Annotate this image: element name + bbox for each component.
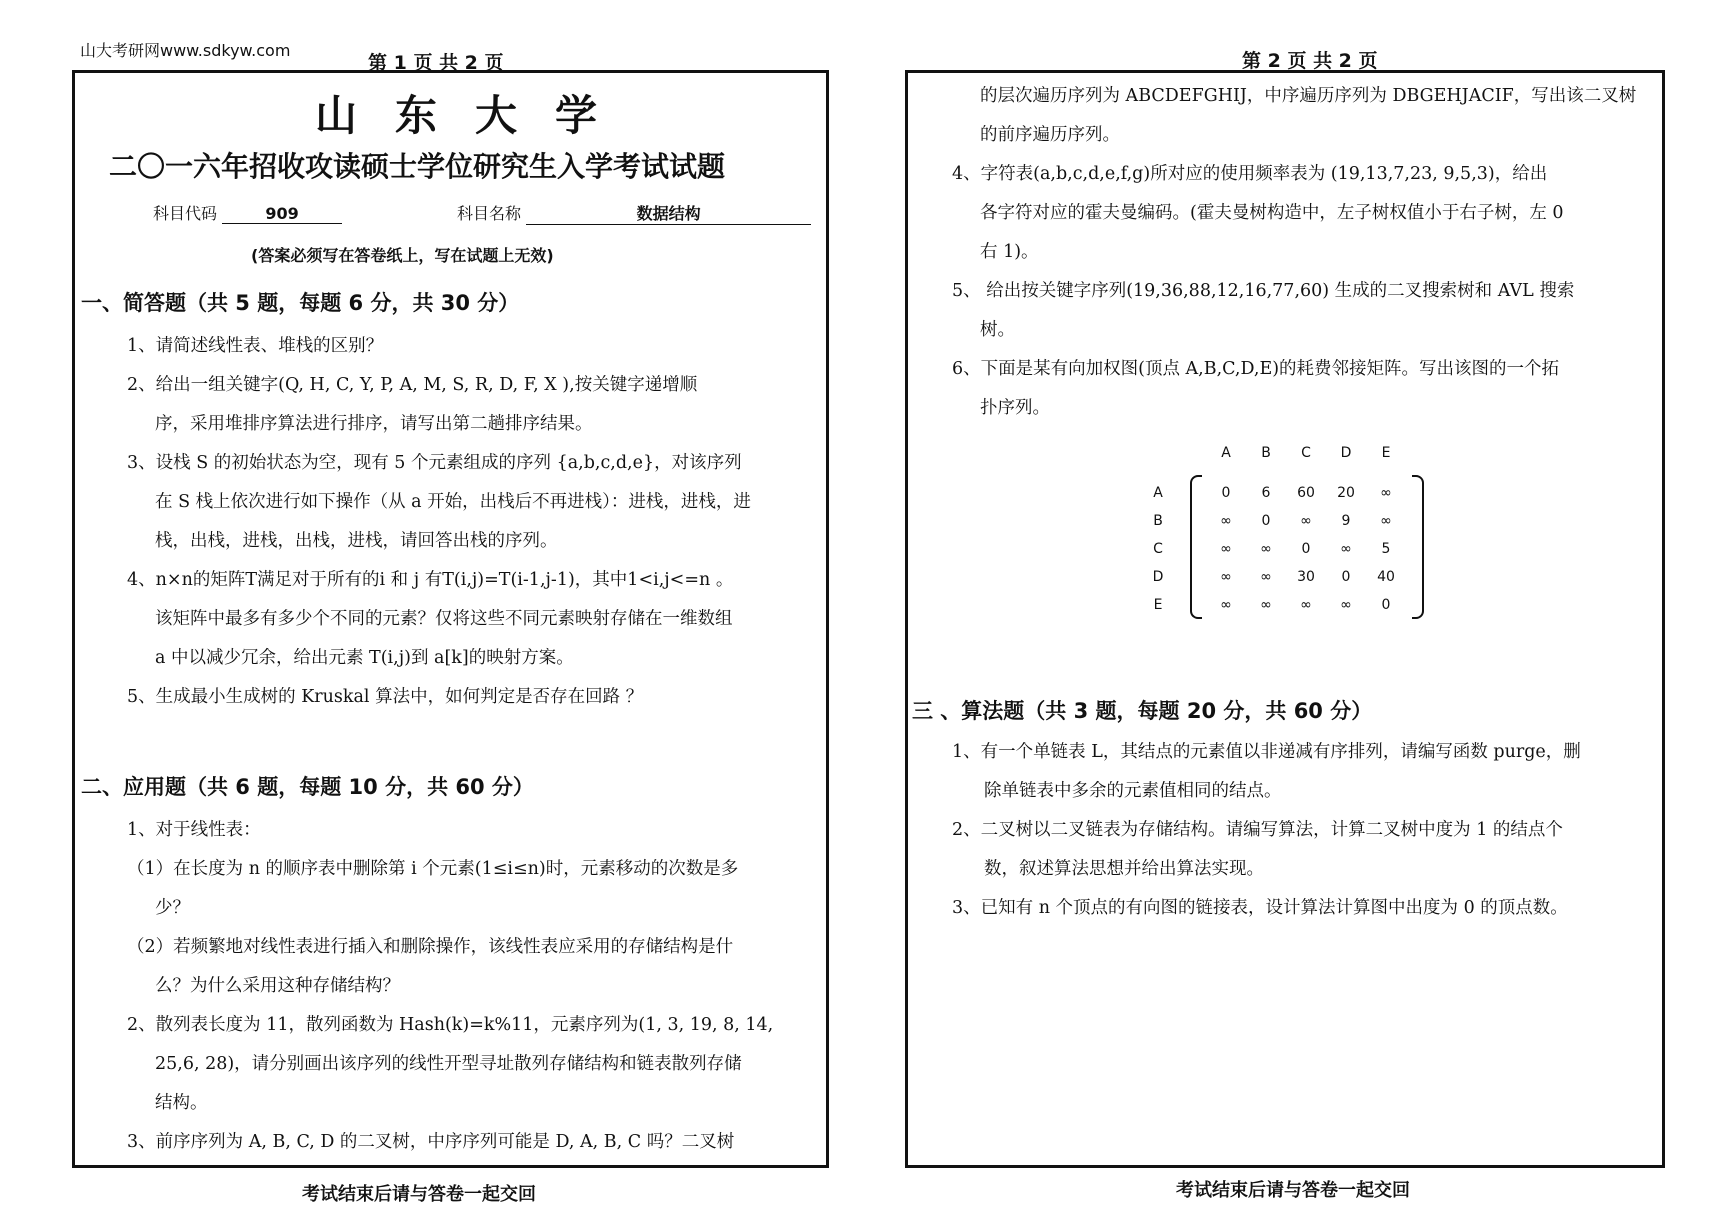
matrix-cell: ∞ xyxy=(1300,597,1312,613)
list-item: a 中以减少冗余，给出元素 T(i,j)到 a[k]的映射方案。 xyxy=(155,648,574,668)
list-item: 的前序遍历序列。 xyxy=(980,125,1120,145)
matrix-cell: 30 xyxy=(1297,569,1315,585)
matrix-col-label: C xyxy=(1301,445,1311,461)
list-item: 1、请简述线性表、堆栈的区别？ xyxy=(127,336,384,356)
matrix-cell: ∞ xyxy=(1220,541,1232,557)
list-item: 5、生成最小生成树的 Kruskal 算法中，如何判定是否存在回路 ？ xyxy=(127,687,644,707)
matrix-cell: ∞ xyxy=(1220,597,1232,613)
section1-title: 一、简答题（共 5 题，每题 6 分，共 30 分） xyxy=(81,291,520,315)
matrix-cell: 6 xyxy=(1261,485,1271,501)
list-item: 6、下面是某有向加权图(顶点 A,B,C,D,E)的耗费邻接矩阵。写出该图的一个拓 xyxy=(952,359,1560,379)
matrix-cell: 0 xyxy=(1221,485,1231,501)
matrix-cell: ∞ xyxy=(1220,513,1232,529)
list-item: 扑序列。 xyxy=(980,398,1050,418)
list-item: 栈，出栈，进栈，出栈，进栈，请回答出栈的序列。 xyxy=(155,531,558,551)
list-item: 树。 xyxy=(980,320,1015,340)
matrix-cell: ∞ xyxy=(1380,485,1392,501)
matrix-cell: 60 xyxy=(1297,485,1315,501)
matrix-right-bracket xyxy=(1412,475,1424,619)
matrix-cell: ∞ xyxy=(1300,513,1312,529)
page-number-2: 第 2 页 共 2 页 xyxy=(1242,50,1378,72)
matrix-cell: ∞ xyxy=(1340,541,1352,557)
matrix-row-label: E xyxy=(1153,597,1163,613)
matrix-cell: ∞ xyxy=(1340,597,1352,613)
matrix-row-label: C xyxy=(1153,541,1163,557)
matrix-cell: 0 xyxy=(1261,513,1271,529)
subject-code-value: 909 xyxy=(222,204,342,224)
matrix-col-label: A xyxy=(1221,445,1231,461)
matrix-row-label: B xyxy=(1153,513,1163,529)
subject-name-value: 数据结构 xyxy=(526,201,811,225)
subject-code-row xyxy=(153,201,342,224)
list-item: 右 1)。 xyxy=(980,242,1039,262)
exam-notice: (答案必须写在答卷纸上，写在试题上无效) xyxy=(251,246,554,265)
exam-title: 二〇一六年招收攻读硕士学位研究生入学考试试题 xyxy=(109,150,726,183)
matrix-row-label: D xyxy=(1152,569,1164,585)
school-name: 山东大学 xyxy=(315,91,636,140)
matrix-cell: 0 xyxy=(1381,597,1391,613)
matrix-cell: 40 xyxy=(1377,569,1395,585)
adjacency-matrix xyxy=(908,73,1662,1165)
section2-title: 二、应用题（共 6 题，每题 10 分，共 60 分） xyxy=(81,775,534,799)
page-number-1: 第 1 页 共 2 页 xyxy=(368,52,504,74)
list-item: （2）若频繁地对线性表进行插入和删除操作，该线性表应采用的存储结构是什 xyxy=(127,937,734,957)
list-item: 在 S 栈上依次进行如下操作（从 a 开始，出栈后不再进栈）：进栈，进栈，进 xyxy=(155,492,751,512)
matrix-cell: 9 xyxy=(1341,513,1351,529)
list-item: 2、给出一组关键字(Q, H, C, Y, P, A, M, S, R, D, F, X ),按关键字递增顺 xyxy=(127,375,698,395)
matrix-row-label: A xyxy=(1153,485,1163,501)
matrix-cell: 20 xyxy=(1337,485,1355,501)
list-item: 3、前序序列为 A, B, C, D 的二叉树，中序序列可能是 D, A, B, C 吗？二叉树 xyxy=(127,1132,735,1152)
list-item: 2、二叉树以二叉链表为存储结构。请编写算法，计算二叉树中度为 1 的结点个 xyxy=(952,820,1563,840)
page1-frame xyxy=(72,70,829,1168)
list-item: （1）在长度为 n 的顺序表中删除第 i 个元素(1≤i≤n)时，元素移动的次数是多 xyxy=(127,859,739,879)
matrix-cell: 0 xyxy=(1341,569,1351,585)
list-item: 么？为什么采用这种存储结构？ xyxy=(155,976,400,996)
matrix-left-bracket xyxy=(1190,475,1202,619)
list-item: 1、对于线性表： xyxy=(127,820,261,840)
list-item: 3、已知有 n 个顶点的有向图的链接表，设计算法计算图中出度为 0 的顶点数。 xyxy=(952,898,1568,918)
subject-code-label: 科目代码 xyxy=(153,204,218,223)
page2-frame xyxy=(905,70,1665,1168)
list-item: 25,6, 28)，请分别画出该序列的线性开型寻址散列存储结构和链表散列存储 xyxy=(155,1054,742,1074)
list-item: 该矩阵中最多有多少个不同的元素？仅将这些不同元素映射存储在一维数组 xyxy=(155,609,733,629)
list-item: 数，叙述算法思想并给出算法实现。 xyxy=(984,859,1264,879)
list-item: 4、n×n的矩阵T满足对于所有的i 和 j 有T(i,j)=T(i-1,j-1)，其中1<i,j<=n 。 xyxy=(127,570,734,590)
list-item: 4、字符表(a,b,c,d,e,f,g)所对应的使用频率表为 (19,13,7,23, 9,5,3)，给出 xyxy=(952,164,1548,184)
matrix-cell: 5 xyxy=(1381,541,1391,557)
section3-title: 三 、算法题（共 3 题，每题 20 分，共 60 分） xyxy=(912,699,1373,723)
matrix-cell: ∞ xyxy=(1260,541,1272,557)
list-item: 除单链表中多余的元素值相同的结点。 xyxy=(984,781,1282,801)
list-item: 的层次遍历序列为 ABCDEFGHIJ，中序遍历序列为 DBGEHJACIF，写出该二叉树 xyxy=(980,86,1637,106)
list-item: 结构。 xyxy=(155,1093,208,1113)
matrix-cell: ∞ xyxy=(1260,569,1272,585)
list-item: 5、 给出按关键字序列(19,36,88,12,16,77,60) 生成的二叉搜索树和 AVL 搜索 xyxy=(952,281,1575,301)
matrix-col-label: B xyxy=(1261,445,1271,461)
matrix-cell: 0 xyxy=(1301,541,1311,557)
matrix-cell: ∞ xyxy=(1260,597,1272,613)
list-item: 少？ xyxy=(155,898,190,918)
page2-footer: 考试结束后请与答卷一起交回 xyxy=(1176,1180,1410,1201)
list-item: 2、散列表长度为 11，散列函数为 Hash(k)=k%11，元素序列为(1, 3, 19, 8, 14, xyxy=(127,1015,774,1035)
matrix-cell: ∞ xyxy=(1220,569,1232,585)
matrix-cell: ∞ xyxy=(1380,513,1392,529)
list-item: 序，采用堆排序算法进行排序，请写出第二趟排序结果。 xyxy=(155,414,593,434)
site-watermark: 山大考研网www.sdkyw.com xyxy=(80,41,291,60)
list-item: 1、有一个单链表 L，其结点的元素值以非递减有序排列，请编写函数 purge，删 xyxy=(952,742,1581,762)
subject-name-label: 科目名称 xyxy=(457,204,522,223)
list-item: 3、设栈 S 的初始状态为空，现有 5 个元素组成的序列 {a,b,c,d,e}，对该序列 xyxy=(127,453,742,473)
subject-name-row xyxy=(457,201,811,225)
matrix-col-label: D xyxy=(1340,445,1352,461)
page1-footer: 考试结束后请与答卷一起交回 xyxy=(302,1184,536,1205)
list-item: 各字符对应的霍夫曼编码。(霍夫曼树构造中，左子树权值小于右子树，左 0 xyxy=(980,203,1564,223)
matrix-col-label: E xyxy=(1381,445,1391,461)
